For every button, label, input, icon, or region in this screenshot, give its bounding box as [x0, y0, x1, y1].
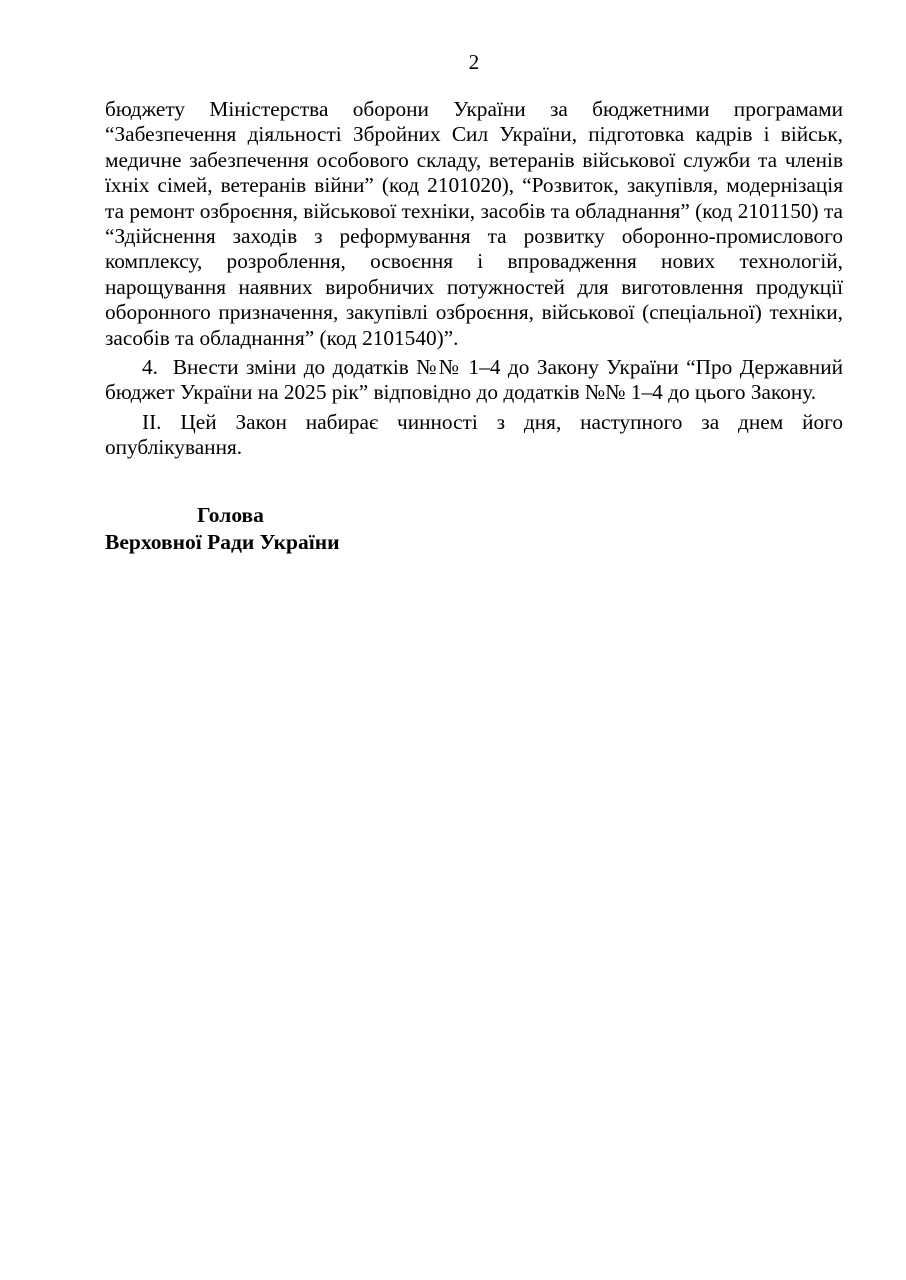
- signature-title-line2: Верховної Ради України: [105, 529, 340, 554]
- signature-block: [105, 502, 339, 555]
- signature-title-line1: Голова: [197, 503, 264, 527]
- document-body: [105, 97, 843, 465]
- paragraph-budget-programs: бюджету Міністерства оборони України за бюджетними програмами “Забезпечення діяльності Збройних Сил України, підготовка кадрів і військ, медичне забезпечення особового складу, ветеранів військової служби та членів їхніх сімей, ветеранів війни” (код 2101020), “Розвиток, закупівля, модернізація та ремонт озброєння, військової техніки, засобів та обладнання” (код 2101150) та “Здійснення заходів з реформування та розвитку оборонно-промислового комплексу, розроблення, освоєння і впровадження нових технологій, нарощування наявних виробничих потужностей для виготовлення продукції оборонного призначення, закупівлі озброєння, військової (спеціальної) техніки, засобів та обладнання” (код 2101540)”.: [105, 97, 843, 350]
- paragraph-section-ii: ІІ. Цей Закон набирає чинності з дня, наступного за днем його опублікування.: [105, 409, 843, 460]
- page-number: 2: [468, 50, 480, 74]
- paragraph-item-4: 4. Внести зміни до додатків №№ 1–4 до Закону України “Про Державний бюджет України на 2025 рік” відповідно до додатків №№ 1–4 до цього Закону.: [105, 355, 843, 405]
